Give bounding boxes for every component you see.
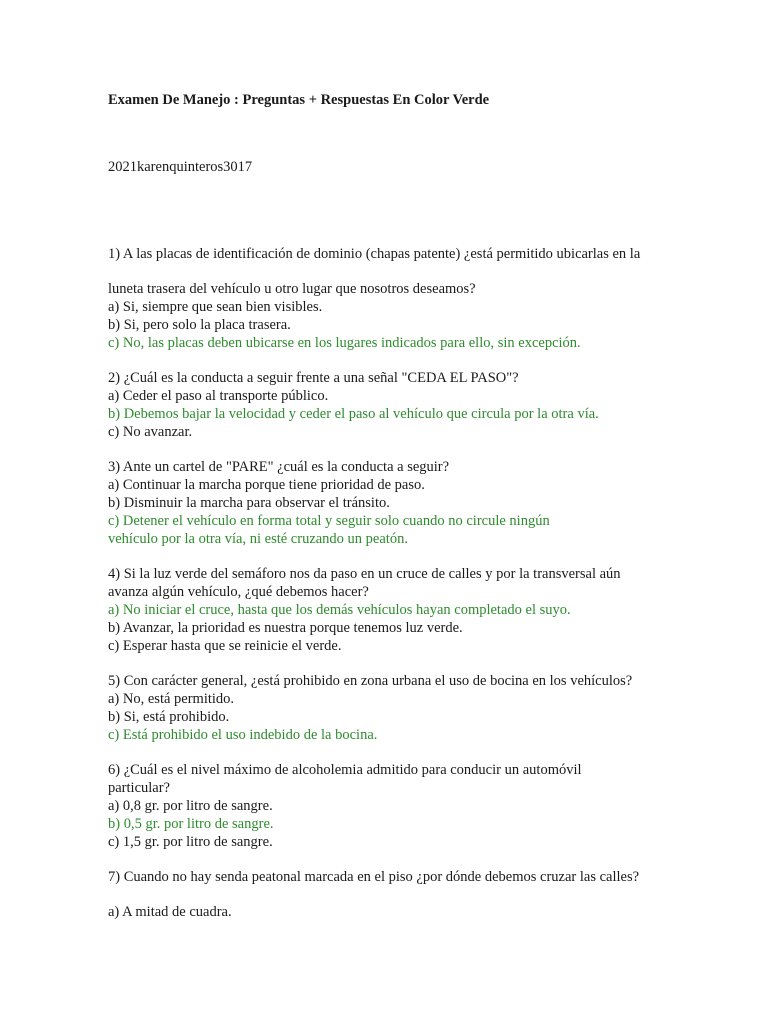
correct-answer: c) Detener el vehículo en forma total y seguir solo cuando no circule ningún [108,513,550,529]
question-block-7 [108,868,728,921]
correct-answer: c) No, las placas deben ubicarse en los lugares indicados para ello, sin excepción. [108,335,581,351]
answer-option: a) Si, siempre que sean bien visibles. [108,299,323,315]
answer-option: a) Continuar la marcha porque tiene prioridad de paso. [108,477,425,493]
question-text: avanza algún vehículo, ¿qué debemos hacer? [108,584,369,600]
question-text: 6) ¿Cuál es el nivel máximo de alcoholemia admitido para conducir un automóvil [108,762,582,778]
answer-option: b) Si, está prohibido. [108,709,230,725]
correct-answer: b) Debemos bajar la velocidad y ceder el paso al vehículo que circula por la otra vía. [108,406,599,422]
correct-answer: c) Está prohibido el uso indebido de la bocina. [108,727,378,743]
question-text: 4) Si la luz verde del semáforo nos da paso en un cruce de calles y por la transversal aún [108,566,621,582]
answer-option: a) A mitad de cuadra. [108,904,232,920]
question-block-5 [108,672,728,744]
question-text: 5) Con carácter general, ¿está prohibido en zona urbana el uso de bocina en los vehículos? [108,673,633,689]
document-author: 2021karenquinteros3017 [108,159,253,175]
answer-option: a) No, está permitido. [108,691,235,707]
document-title: Examen De Manejo : Preguntas + Respuestas En Color Verde [108,92,490,108]
correct-answer: b) 0,5 gr. por litro de sangre. [108,816,274,832]
correct-answer: vehículo por la otra vía, ni esté cruzando un peatón. [108,531,408,547]
question-block-1 [108,245,728,352]
answer-option: b) Si, pero solo la placa trasera. [108,317,291,333]
question-block-3 [108,458,728,548]
question-text: 3) Ante un cartel de "PARE" ¿cuál es la conducta a seguir? [108,459,450,475]
answer-option: c) Esperar hasta que se reinicie el verde. [108,638,342,654]
answer-option: b) Avanzar, la prioridad es nuestra porque tenemos luz verde. [108,620,463,636]
question-block-6 [108,761,728,851]
correct-answer: a) No iniciar el cruce, hasta que los demás vehículos hayan completado el suyo. [108,602,571,618]
question-block-4 [108,565,728,655]
question-block-2 [108,369,728,441]
question-text: luneta trasera del vehículo u otro lugar que nosotros deseamos? [108,281,476,297]
answer-option: c) No avanzar. [108,424,193,440]
question-text: 7) Cuando no hay senda peatonal marcada en el piso ¿por dónde debemos cruzar las calles? [108,869,640,885]
question-list [108,245,728,921]
answer-option: c) 1,5 gr. por litro de sangre. [108,834,273,850]
answer-option: a) 0,8 gr. por litro de sangre. [108,798,273,814]
question-text: 2) ¿Cuál es la conducta a seguir frente a una señal "CEDA EL PASO"? [108,370,519,386]
answer-option: a) Ceder el paso al transporte público. [108,388,329,404]
answer-option: b) Disminuir la marcha para observar el tránsito. [108,495,390,511]
question-text: particular? [108,780,170,796]
question-text: 1) A las placas de identificación de dominio (chapas patente) ¿está permitido ubicarlas en la [108,246,641,262]
